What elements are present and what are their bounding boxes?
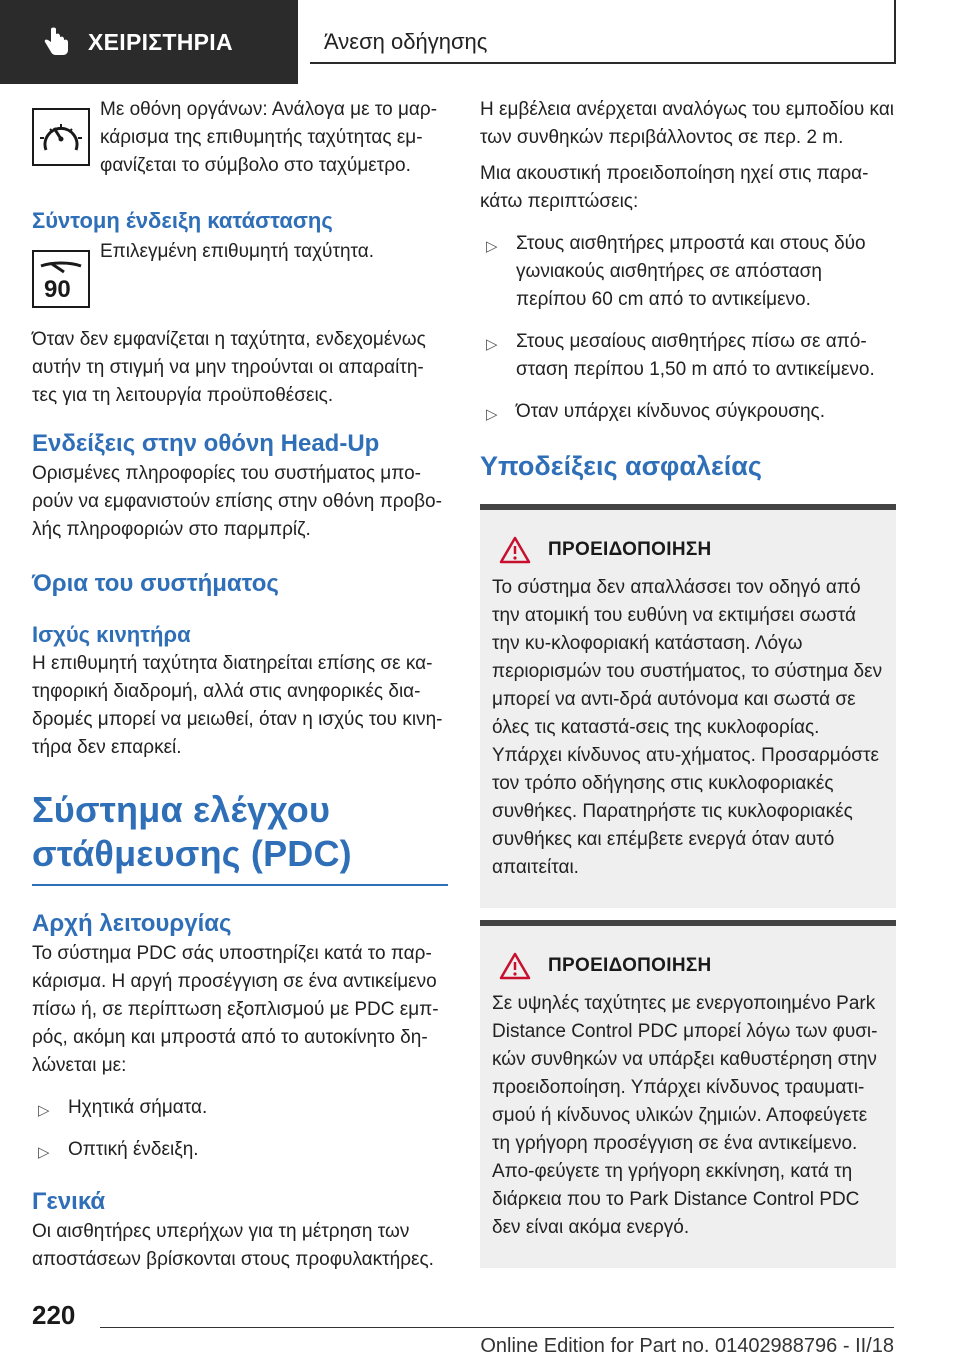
status-heading: Σύντομη ένδειξη κατάστασης: [32, 208, 333, 233]
principle-text: Το σύστημα PDC σάς υποστηρίζει κατά το παρ-κάρισμα. Η αργή προσέγγιση σε ένα αντικείμενο πίσω ή, σε περίπτωση εξοπλισμού με PDC εμπ-ρός, ακόμη και μπροστά από το αυτοκίνητο δη-λώνεται με:: [32, 943, 439, 1076]
triangle-bullet-icon: ▷: [38, 1144, 50, 1161]
engine-text: Η επιθυμητή ταχύτητα διατηρείται επίσης σε κα-τηφορική διαδρομή, αλλά στις ανηφορικές δια-δρομές μπορεί να μειωθεί, όταν η ισχύς του κινη-τήρα δεν επαρκεί.: [32, 653, 443, 758]
warning-text: Το σύστημα δεν απαλλάσσει τον οδηγό από την ατομική του ευθύνη να εκτιμήσει σωστά την κυ-κλοφοριακή κατάσταση. Λόγω περιορισμών του συστήματος, το σύστημα δεν μπορεί να αντι-δρά αυτόνομα και σωστά σε όλες τις καταστά-σεις της κυκλοφορίας. Υπάρχει κίνδυνος ατυ-χήματος. Προσαρμόστε τον τρόπο οδήγησης στις κυκλοφοριακές συνθήκες. Παρατηρήστε τις κυκλοφοριακές συνθήκες και επέμβετε ενεργά όταν αυτό απαιτείται.: [492, 577, 883, 878]
warning-title: ΠΡΟΕΙΔΟΠΟΙΗΣΗ: [492, 952, 884, 982]
set-speed-icon-box: [32, 250, 90, 308]
hud-heading: Ενδείξεις στην οθόνη Head-Up: [32, 430, 380, 457]
warning-box: [480, 504, 896, 908]
footer-divider: [100, 1327, 894, 1328]
list-item: ▷ Στους αισθητήρες μπροστά και στους δύο γωνιακούς αισθητήρες σε απόσταση περίπου 60 cm από το αντικείμενο.: [486, 233, 866, 310]
page-header: [0, 0, 960, 84]
pdc-heading-rule: [32, 884, 448, 886]
list-item: ▷ Οπτική ένδειξη.: [32, 1136, 448, 1164]
speedometer-icon-box: [32, 108, 90, 166]
list-item: ▷ Στους μεσαίους αισθητήρες πίσω σε από-σταση περίπου 1,50 m από το αντικείμενο.: [486, 331, 875, 380]
right-column: [480, 96, 896, 1268]
warning-title: ΠΡΟΕΙΔΟΠΟΙΗΣΗ: [492, 536, 884, 566]
warning-triangle-icon: [498, 535, 532, 565]
triangle-bullet-icon: ▷: [486, 336, 498, 353]
chapter-tab[interactable]: [0, 0, 298, 84]
list-item: ▷ Ηχητικά σήματα.: [32, 1094, 448, 1122]
left-column: [32, 96, 448, 1274]
general-text: Οι αισθητήρες υπερήχων για τη μέτρηση των αποστάσεων βρίσκονται στους προφυλακτήρες.: [32, 1221, 434, 1270]
limits-heading: Όρια του συστήματος: [32, 570, 279, 597]
pdc-heading: Σύστημα ελέγχου στάθμευσης (PDC): [32, 789, 352, 874]
principle-list: [32, 1094, 448, 1164]
principle-heading: Αρχή λειτουργίας: [32, 910, 232, 937]
hand-pointer-icon: [38, 25, 72, 59]
breadcrumb-label: Άνεση οδήγησης: [324, 29, 488, 54]
warning-triangle-icon: [498, 951, 532, 981]
chapter-tab-label: ΧΕΙΡΙΣΤΗΡΙΑ: [88, 29, 233, 55]
warning-intro: Μια ακουστική προειδοποίηση ηχεί στις παρα-κάτω περιπτώσεις:: [480, 163, 869, 212]
triangle-bullet-icon: ▷: [486, 406, 498, 423]
range-text: Η εμβέλεια ανέρχεται αναλόγως του εμποδίου και των συνθηκών περιβάλλοντος σε περ. 2 m.: [480, 99, 895, 148]
safety-heading: Υποδείξεις ασφαλείας: [480, 451, 762, 481]
status-icon-text: Επιλεγμένη επιθυμητή ταχύτητα.: [100, 241, 375, 262]
speedometer-text: Με οθόνη οργάνων: Ανάλογα με το μαρ-κάρισμα της επιθυμητής ταχύτητας εμ-φανίζεται το σύμβολο στο ταχύμετρο.: [100, 99, 438, 176]
triangle-bullet-icon: ▷: [38, 1102, 50, 1119]
page-number: 220: [32, 1300, 76, 1330]
triangle-bullet-icon: ▷: [486, 238, 498, 255]
general-heading: Γενικά: [32, 1188, 106, 1215]
speedometer-icon: [34, 110, 88, 164]
speedometer-row: [32, 96, 448, 180]
list-item: ▷ Όταν υπάρχει κίνδυνος σύγκρουσης.: [480, 398, 896, 426]
warning-box: [480, 920, 896, 1268]
engine-heading: Ισχύς κινητήρα: [32, 622, 191, 647]
breadcrumb: [310, 0, 896, 64]
status-row: [32, 238, 448, 322]
warning-text: Σε υψηλές ταχύτητες με ενεργοποιημένο Park Distance Control PDC μπορεί λόγω των φυσι-κών συνθηκών να υπάρξει καθυστέρηση στην προειδοποίηση. Υπάρχει κίνδυνος τραυματι-σμού ή κίνδυνος υλικών ζημιών. Αποφεύγετε τη γρήγορη προσέγγιση σε ένα αντικείμενο. Απο-φεύγετε τη γρήγορη εκκίνηση, κατά τη διάρκεια που το Park Distance Control PDC δεν είναι ακόμα ενεργό.: [492, 993, 878, 1238]
edition-text: Online Edition for Part no. 01402988796 - II/18: [480, 1335, 894, 1357]
set-speed-value: 90: [44, 276, 71, 303]
hud-text: Ορισμένες πληροφορίες του συστήματος μπο-ρούν να εμφανιστούν επίσης στην οθόνη προβο-λής πληροφοριών στο παρμπρίζ.: [32, 463, 442, 540]
cases-list: [480, 230, 896, 426]
status-note: Όταν δεν εμφανίζεται η ταχύτητα, ενδεχομένως αυτήν τη στιγμή να μην τηρούνται οι απαραίτη-τες για τη λειτουργία προϋποθέσεις.: [32, 329, 426, 406]
